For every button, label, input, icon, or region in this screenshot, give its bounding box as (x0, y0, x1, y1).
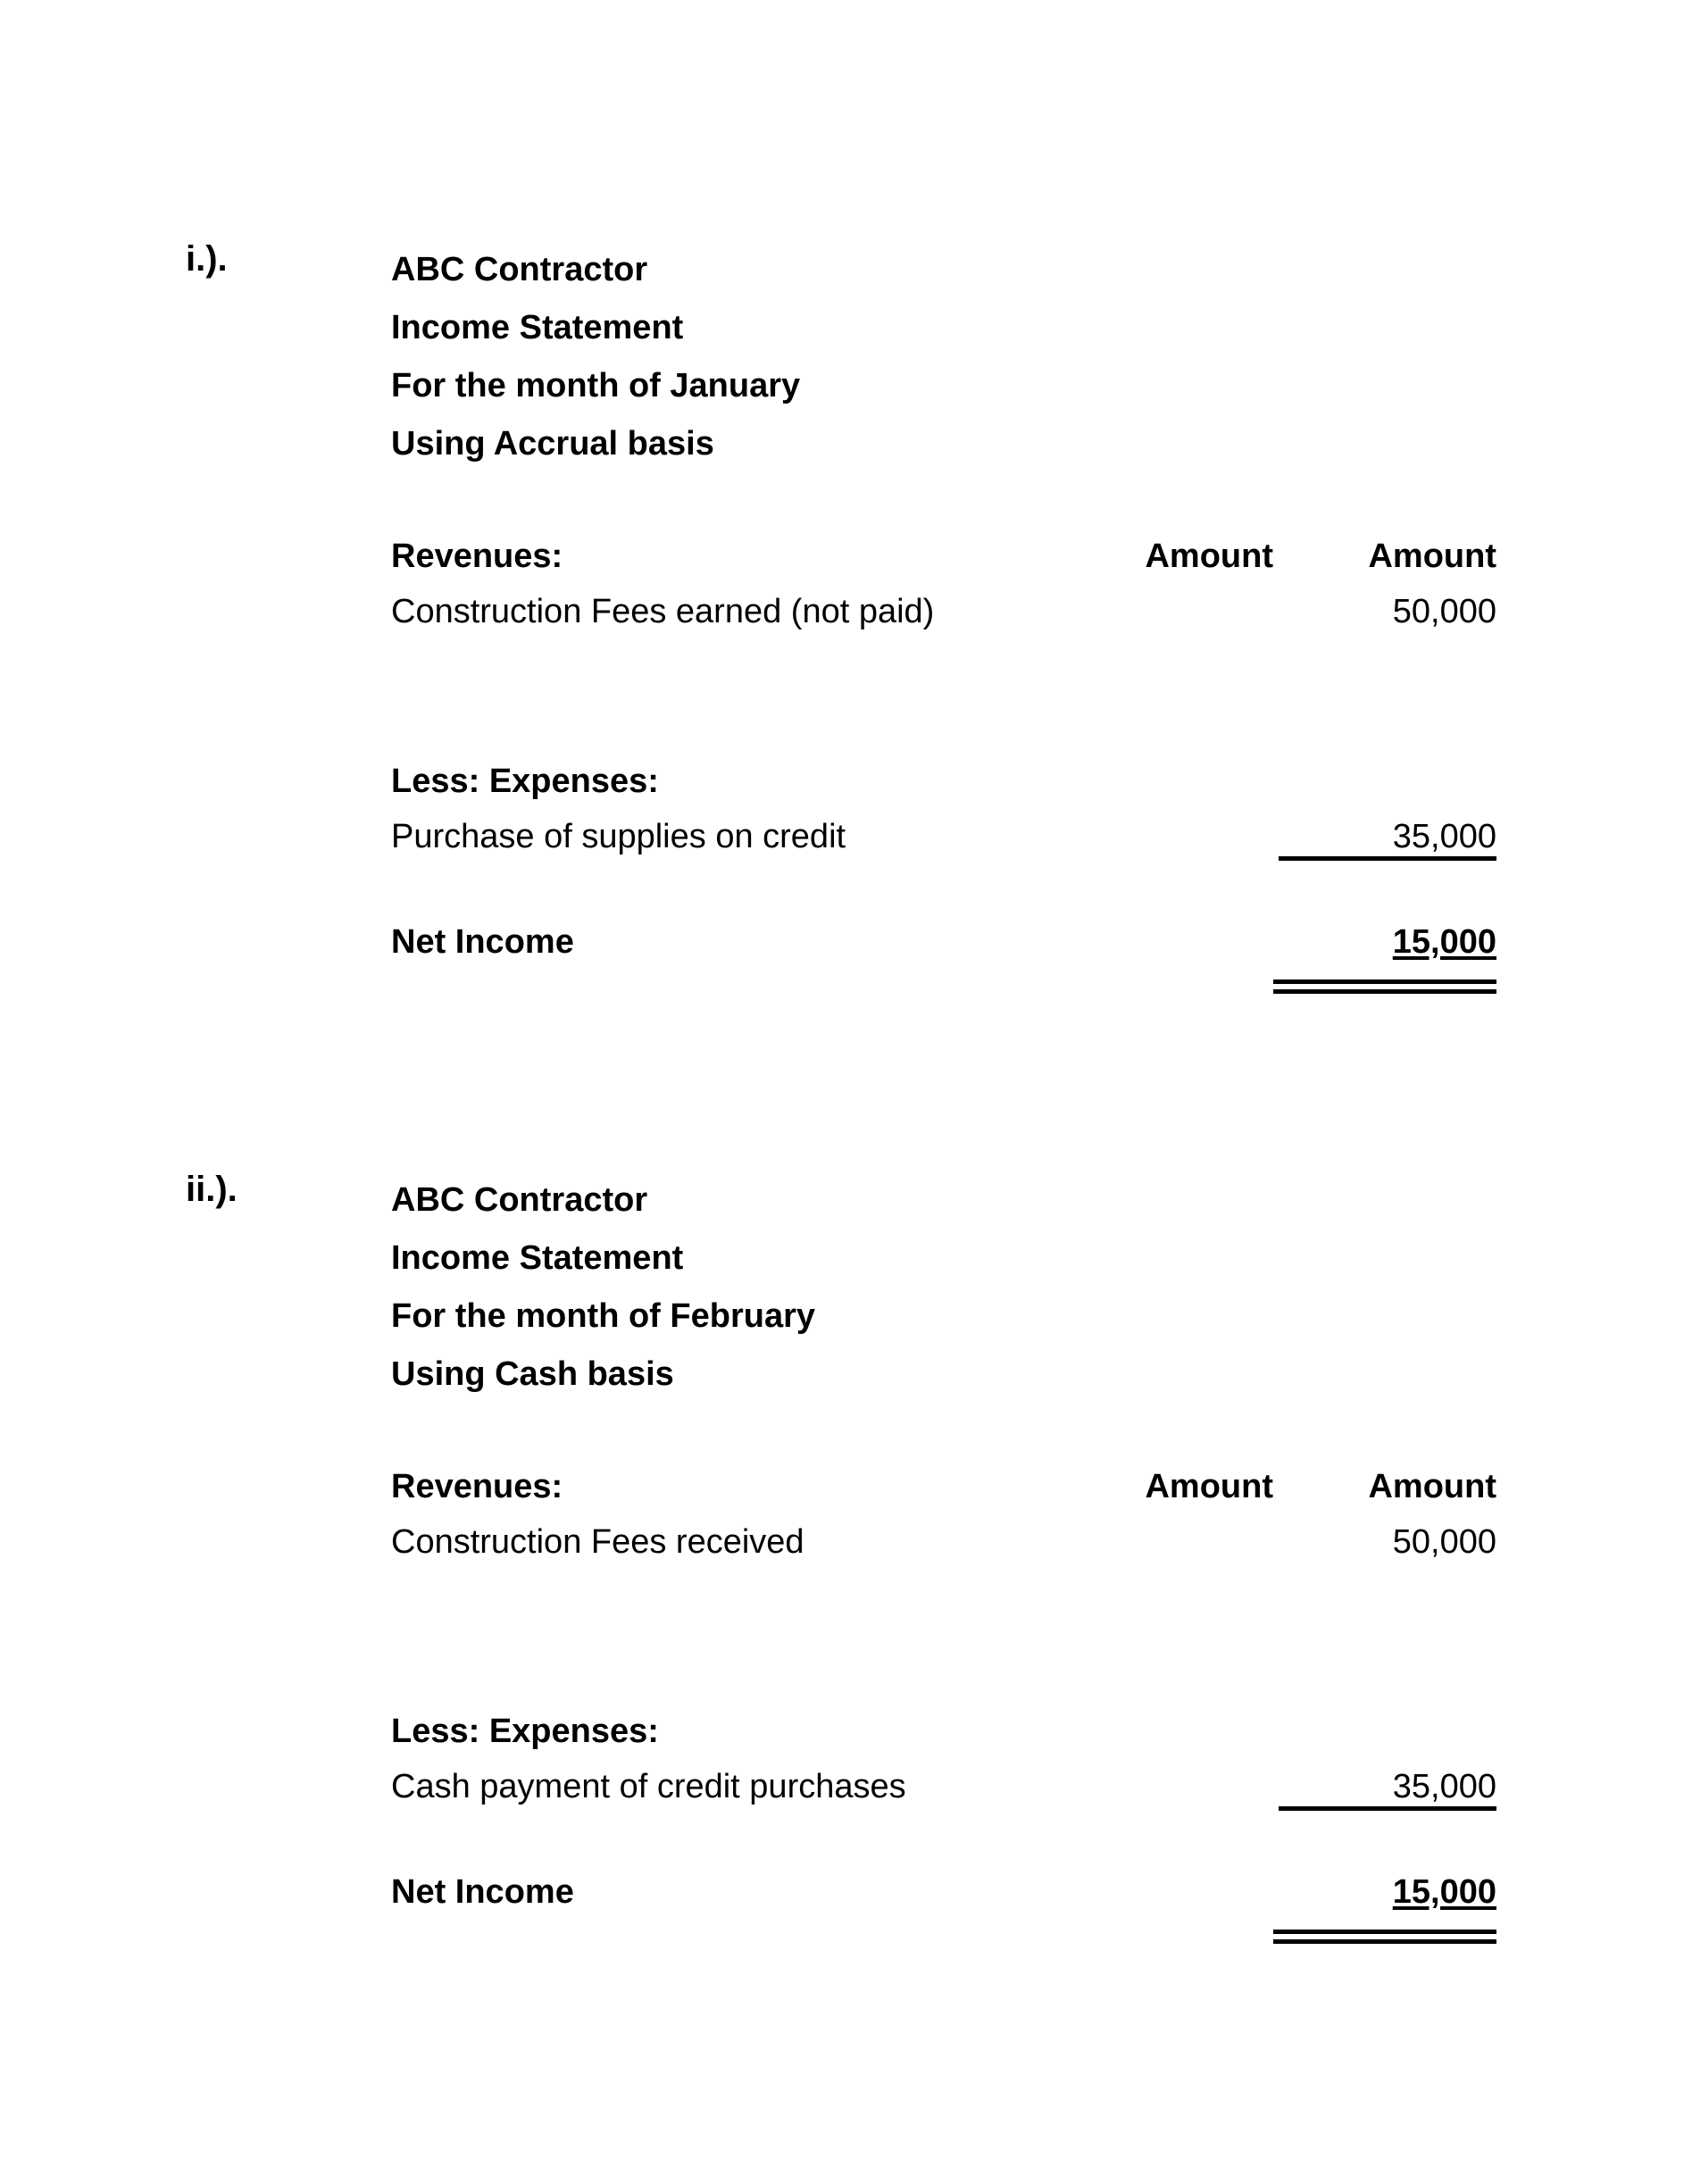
expense-line-row (391, 809, 1498, 864)
report-title: Income Statement (391, 1239, 684, 1277)
company-name: ABC Contractor (391, 251, 648, 288)
spacer (391, 639, 1498, 754)
revenue-line-amount: 50,000 (1392, 593, 1496, 630)
expenses-label: Less: Expenses: (391, 763, 659, 800)
revenue-line-amount: 50,000 (1392, 1523, 1496, 1561)
accounting-basis: Using Cash basis (391, 1355, 674, 1393)
revenue-line-row (391, 584, 1498, 639)
revenue-line-row (391, 1514, 1498, 1570)
revenue-line-label: Construction Fees earned (not paid) (391, 593, 935, 630)
statement-marker: i.). (186, 239, 228, 279)
statement-body (391, 241, 1498, 970)
expense-line-label: Cash payment of credit purchases (391, 1768, 906, 1805)
spacer (391, 1404, 1498, 1459)
expense-line-amount: 35,000 (1273, 1759, 1496, 1814)
company-name: ABC Contractor (391, 1181, 648, 1219)
net-income-row (391, 914, 1498, 970)
expenses-header-row (391, 754, 1498, 809)
net-income-label: Net Income (391, 1873, 574, 1911)
expense-line-label: Purchase of supplies on credit (391, 818, 846, 855)
expense-line-row (391, 1759, 1498, 1814)
net-income-amount: 15,000 (1273, 1864, 1496, 1920)
revenues-label: Revenues: (391, 1468, 563, 1505)
revenues-header-row (391, 529, 1498, 584)
net-income-label: Net Income (391, 923, 574, 961)
revenues-header-row (391, 1459, 1498, 1514)
amount-column-header-1: Amount (1145, 1468, 1273, 1505)
net-income-amount: 15,000 (1273, 914, 1496, 970)
net-income-row (391, 1864, 1498, 1920)
report-title: Income Statement (391, 309, 684, 346)
expense-line-amount: 35,000 (1273, 809, 1496, 864)
report-period: For the month of January (391, 367, 801, 404)
expenses-header-row (391, 1704, 1498, 1759)
amount-column-header-2: Amount (1368, 1468, 1496, 1505)
accounting-basis: Using Accrual basis (391, 425, 714, 463)
spacer (391, 864, 1498, 914)
amount-column-header-1: Amount (1145, 538, 1273, 575)
expenses-label: Less: Expenses: (391, 1713, 659, 1750)
revenues-label: Revenues: (391, 538, 563, 575)
amount-column-header-2: Amount (1368, 538, 1496, 575)
spacer (391, 473, 1498, 529)
statement-body (391, 1171, 1498, 1920)
report-period: For the month of February (391, 1297, 815, 1335)
statement-marker: ii.). (186, 1170, 238, 1209)
revenue-line-label: Construction Fees received (391, 1523, 804, 1561)
spacer (391, 1570, 1498, 1704)
spacer (391, 1814, 1498, 1864)
